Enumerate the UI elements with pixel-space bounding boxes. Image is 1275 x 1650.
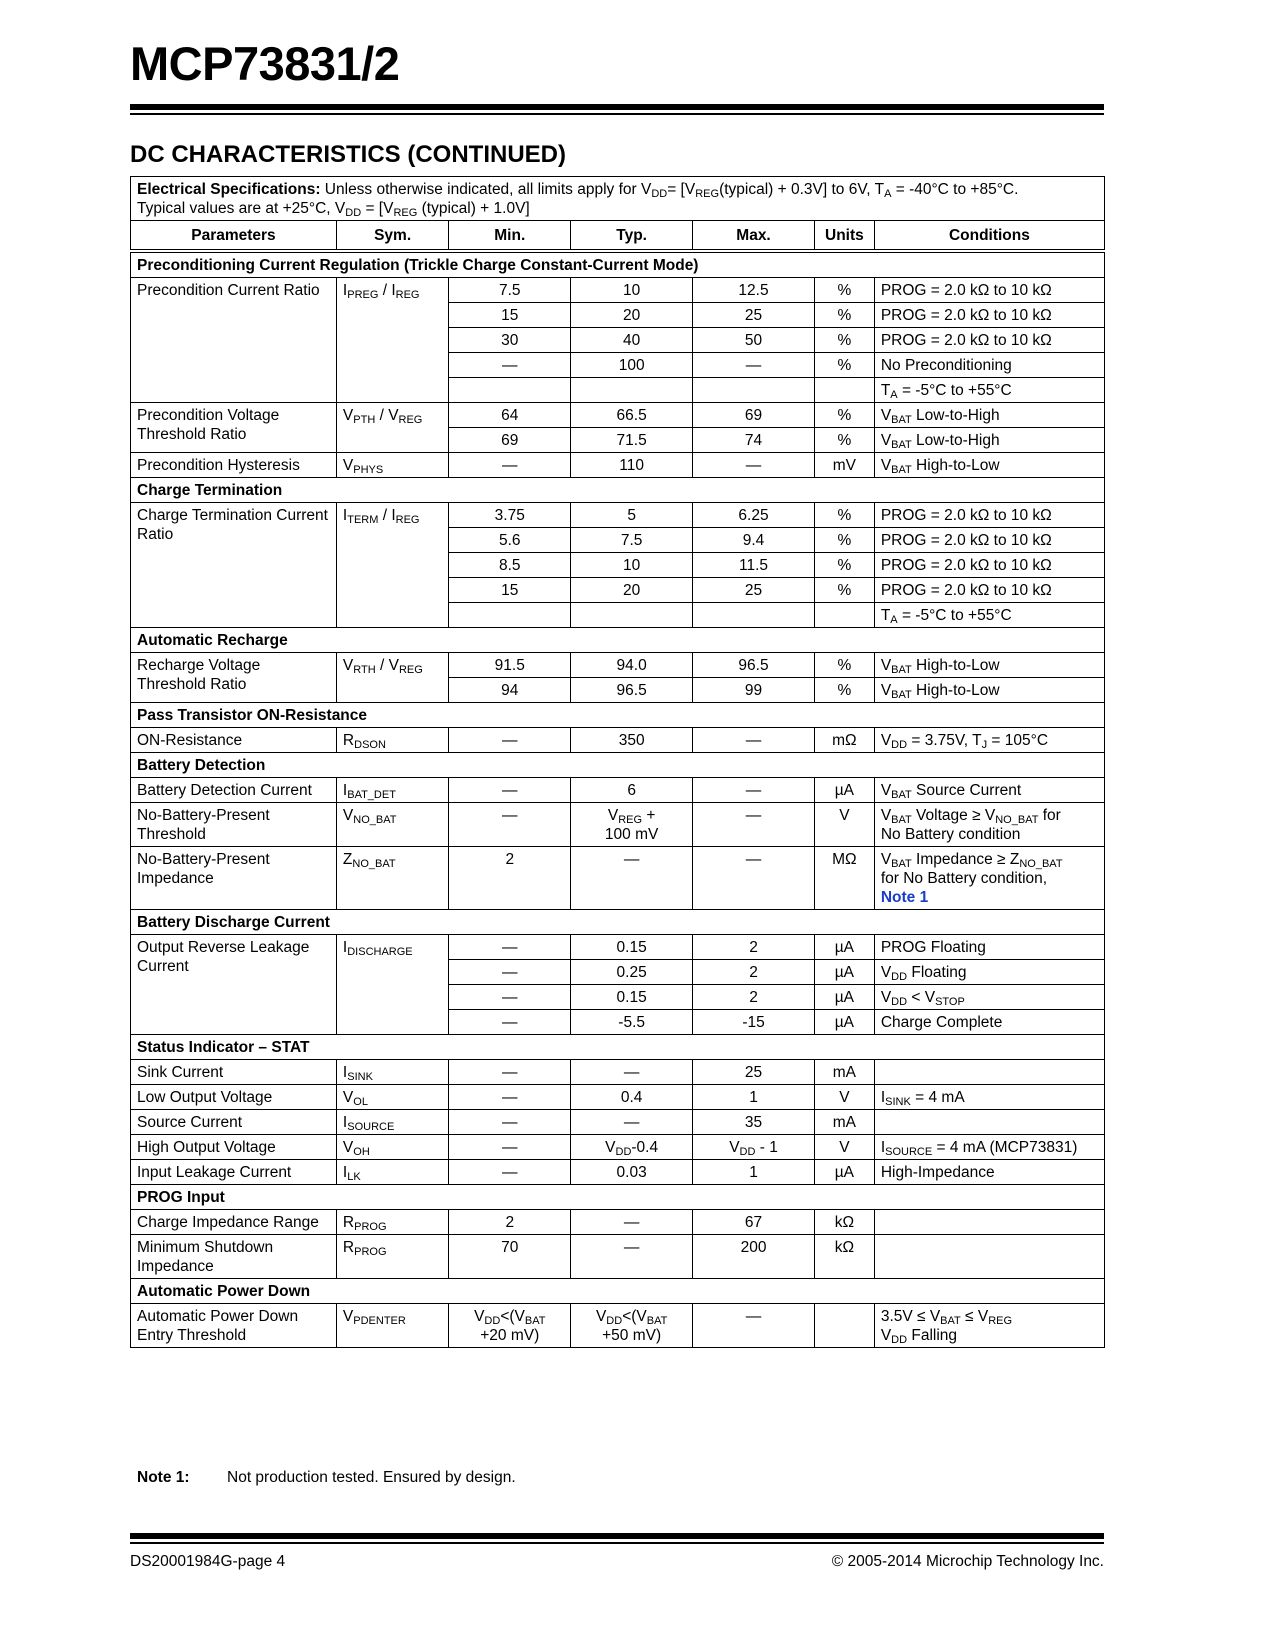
units-cell: µA [814,985,874,1010]
typ-cell: 10 [571,553,693,578]
units-cell: V [814,803,874,847]
typ-cell: 10 [571,278,693,303]
header-rule-thin [130,113,1104,115]
max-cell: 9.4 [693,528,815,553]
units-cell: µA [814,1160,874,1185]
sym-cell: $V_{PDENTER}$ [336,1304,448,1348]
cond-cell: $V_{BAT}$ Impedance ≥ $Z_{NO\_BAT}$ for No Battery condition, Note 1 [874,847,1104,910]
cond-cell: No Preconditioning [874,353,1104,378]
min-cell [449,378,571,403]
table-row [131,1304,1105,1348]
units-cell [814,1304,874,1348]
table-row [131,453,1105,478]
table-row [131,778,1105,803]
units-cell: µA [814,960,874,985]
sym-cell: $V_{RTH} / V_{REG}$ [336,653,448,703]
param-cell: Minimum Shutdown Impedance [131,1235,337,1279]
units-cell: % [814,678,874,703]
sym-cell: $I_{DISCHARGE}$ [336,935,448,1035]
cond-cell: PROG Floating [874,935,1104,960]
min-cell: — [449,935,571,960]
cond-cell: $V_{BAT}$ Source Current [874,778,1104,803]
param-cell: High Output Voltage [131,1135,337,1160]
table-row [131,653,1105,678]
cond-cell: $V_{BAT}$ Low-to-High [874,428,1104,453]
units-cell: kΩ [814,1235,874,1279]
param-cell: Precondition Current Ratio [131,278,337,403]
table-note [137,1469,516,1487]
param-cell: Source Current [131,1110,337,1135]
typ-cell: 110 [571,453,693,478]
max-cell: -15 [693,1010,815,1035]
section-row [131,478,1105,503]
max-cell: — [693,778,815,803]
units-cell [814,378,874,403]
max-cell: 12.5 [693,278,815,303]
typ-cell: 20 [571,578,693,603]
min-cell: — [449,1060,571,1085]
param-cell: Precondition Hysteresis [131,453,337,478]
sym-cell: $V_{OL}$ [336,1085,448,1110]
param-cell: Charge Termination Current Ratio [131,503,337,628]
footer-copyright: © 2005-2014 Microchip Technology Inc. [831,1553,1104,1570]
max-cell: 99 [693,678,815,703]
min-cell: 30 [449,328,571,353]
typ-cell: 100 [571,353,693,378]
max-cell: 67 [693,1210,815,1235]
cond-cell: $V_{DD} < V_{STOP}$ [874,985,1104,1010]
max-cell: — [693,847,815,910]
units-cell: % [814,328,874,353]
units-cell: % [814,353,874,378]
units-cell: % [814,578,874,603]
cond-cell: $V_{DD} = 3.75V$, $T_J = 105^\circ C$ [874,728,1104,753]
typ-cell: 0.25 [571,960,693,985]
table-row [131,1110,1105,1135]
units-cell: kΩ [814,1210,874,1235]
param-cell: Battery Detection Current [131,778,337,803]
table-row [131,1135,1105,1160]
max-cell: — [693,728,815,753]
max-cell: — [693,803,815,847]
typ-cell: 96.5 [571,678,693,703]
typ-cell: 0.4 [571,1085,693,1110]
units-cell: % [814,553,874,578]
min-cell: — [449,803,571,847]
section-label: Automatic Power Down [131,1279,1105,1304]
section-row [131,251,1105,278]
typ-cell: 40 [571,328,693,353]
min-cell: 2 [449,847,571,910]
table-row [131,935,1105,960]
section-label: Status Indicator – STAT [131,1035,1105,1060]
min-cell: — [449,353,571,378]
max-cell: 1 [693,1085,815,1110]
cond-cell: $V_{BAT}$ Voltage ≥ $V_{NO\_BAT}$ for No Battery condition [874,803,1104,847]
max-cell: 74 [693,428,815,453]
param-cell: Recharge Voltage Threshold Ratio [131,653,337,703]
param-cell: Automatic Power Down Entry Threshold [131,1304,337,1348]
table-row [131,403,1105,428]
param-cell: No-Battery-Present Impedance [131,847,337,910]
max-cell: 35 [693,1110,815,1135]
min-cell: $V_{DD}<(V_{BAT}$ +20 mV) [449,1304,571,1348]
max-cell: 6.25 [693,503,815,528]
min-cell: 3.75 [449,503,571,528]
max-cell [693,378,815,403]
typ-cell [571,378,693,403]
sym-cell: $I_{SINK}$ [336,1060,448,1085]
min-cell: 2 [449,1210,571,1235]
cond-cell: PROG = 2.0 kΩ to 10 kΩ [874,503,1104,528]
spec-row [131,177,1105,221]
max-cell: $V_{DD} - 1$ [693,1135,815,1160]
param-cell: No-Battery-Present Threshold [131,803,337,847]
section-row [131,1279,1105,1304]
typ-cell: 71.5 [571,428,693,453]
sym-cell: $V_{PTH} / V_{REG}$ [336,403,448,453]
section-row [131,628,1105,653]
table-row [131,728,1105,753]
sym-cell: $R_{DSON}$ [336,728,448,753]
min-cell [449,603,571,628]
section-label: Battery Discharge Current [131,910,1105,935]
cond-cell: $V_{BAT}$ High-to-Low [874,653,1104,678]
sym-cell: $I_{LK}$ [336,1160,448,1185]
col-sym: Sym. [336,221,448,252]
table-row [131,1085,1105,1110]
min-cell: — [449,1085,571,1110]
cond-cell: PROG = 2.0 kΩ to 10 kΩ [874,328,1104,353]
min-cell: — [449,960,571,985]
section-row [131,1035,1105,1060]
col-max: Max. [693,221,815,252]
typ-cell: 7.5 [571,528,693,553]
typ-cell: 6 [571,778,693,803]
units-cell: mA [814,1110,874,1135]
cond-cell: $T_A = -5^\circ C$ to +55°C [874,378,1104,403]
max-cell: 1 [693,1160,815,1185]
max-cell: 200 [693,1235,815,1279]
cond-cell [874,1210,1104,1235]
section-label: Automatic Recharge [131,628,1105,653]
param-cell: Output Reverse Leakage Current [131,935,337,1035]
section-row [131,753,1105,778]
param-cell: Low Output Voltage [131,1085,337,1110]
units-cell: µA [814,778,874,803]
cond-cell: $T_A = -5^\circ C$ to +55°C [874,603,1104,628]
typ-cell: 94.0 [571,653,693,678]
cond-cell: High-Impedance [874,1160,1104,1185]
sym-cell: $V_{OH}$ [336,1135,448,1160]
table-row [131,1235,1105,1279]
min-cell: — [449,985,571,1010]
min-cell: — [449,453,571,478]
typ-cell [571,603,693,628]
units-cell: % [814,403,874,428]
sym-cell: $I_{BAT\_DET}$ [336,778,448,803]
min-cell: 8.5 [449,553,571,578]
min-cell: 5.6 [449,528,571,553]
sym-cell: $V_{PHYS}$ [336,453,448,478]
units-cell: mV [814,453,874,478]
units-cell: µA [814,935,874,960]
cond-cell [874,1110,1104,1135]
typ-cell: $V_{DD}-0.4$ [571,1135,693,1160]
table-row [131,847,1105,910]
units-cell: V [814,1135,874,1160]
header-rule-thick [130,104,1104,110]
footer-rule-thick [130,1533,1104,1539]
section-label: Charge Termination [131,478,1105,503]
param-cell: Charge Impedance Range [131,1210,337,1235]
cond-cell: $V_{BAT}$ High-to-Low [874,453,1104,478]
section-row [131,703,1105,728]
table-row [131,278,1105,303]
cond-cell: $I_{SINK} = 4$ mA [874,1085,1104,1110]
typ-cell: -5.5 [571,1010,693,1035]
min-cell: 64 [449,403,571,428]
table-row [131,1160,1105,1185]
note-1-link[interactable]: Note 1 [880,889,929,906]
typ-cell: $V_{REG}$ + 100 mV [571,803,693,847]
typ-cell: — [571,847,693,910]
typ-cell: — [571,1210,693,1235]
cond-cell: $I_{SOURCE} = 4$ mA (MCP73831) [874,1135,1104,1160]
param-cell: ON-Resistance [131,728,337,753]
min-cell: — [449,1010,571,1035]
max-cell: 96.5 [693,653,815,678]
units-cell: % [814,528,874,553]
footer-doc-number: DS20001984G-page 4 [130,1553,286,1570]
col-parameters: Parameters [131,221,337,252]
max-cell: 50 [693,328,815,353]
units-cell: % [814,303,874,328]
min-cell: — [449,778,571,803]
min-cell: 91.5 [449,653,571,678]
sym-cell: $I_{SOURCE}$ [336,1110,448,1135]
sym-cell: $I_{PREG} / I_{REG}$ [336,278,448,403]
units-cell: % [814,278,874,303]
min-cell: 94 [449,678,571,703]
section-row [131,910,1105,935]
max-cell: 25 [693,578,815,603]
cond-cell: $3.5V \le V_{BAT} \le V_{REG}$ $V_{DD}$ Falling [874,1304,1104,1348]
units-cell: mΩ [814,728,874,753]
typ-cell: 66.5 [571,403,693,428]
units-cell: mA [814,1060,874,1085]
cond-cell: PROG = 2.0 kΩ to 10 kΩ [874,303,1104,328]
cond-cell: PROG = 2.0 kΩ to 10 kΩ [874,528,1104,553]
typ-cell: — [571,1235,693,1279]
min-cell: — [449,1160,571,1185]
footer-rule-thin [130,1542,1104,1544]
sym-cell: $V_{NO\_BAT}$ [336,803,448,847]
col-min: Min. [449,221,571,252]
sym-cell: $R_{PROG}$ [336,1235,448,1279]
max-cell: — [693,1304,815,1348]
electrical-specifications: Electrical Specifications: Unless otherwise indicated, all limits apply for $V_{DD}=$ $[V_{REG}(typical) + 0.3V]$ to 6V, $T_A = -40^\circ C$ to +85°C. Typical values are at +25°C, $V_{DD} = [V_{REG}$ (typical) + 1.0V] [131,177,1105,221]
column-header-row [131,221,1105,252]
table-row [131,803,1105,847]
typ-cell: — [571,1060,693,1085]
typ-cell: 0.15 [571,985,693,1010]
min-cell: 7.5 [449,278,571,303]
section-label: Battery Detection [131,753,1105,778]
param-cell: Sink Current [131,1060,337,1085]
units-cell: % [814,653,874,678]
note-label: Note 1: [137,1469,190,1486]
min-cell: 15 [449,303,571,328]
section-title: DC CHARACTERISTICS (CONTINUED) [130,141,566,168]
param-cell: Input Leakage Current [131,1160,337,1185]
cond-cell [874,1060,1104,1085]
table-row [131,1210,1105,1235]
cond-cell: Charge Complete [874,1010,1104,1035]
typ-cell: 5 [571,503,693,528]
section-label: Preconditioning Current Regulation (Trickle Charge Constant-Current Mode) [131,251,1105,278]
units-cell: % [814,503,874,528]
max-cell: 2 [693,985,815,1010]
typ-cell: 0.15 [571,935,693,960]
max-cell: 11.5 [693,553,815,578]
max-cell: 69 [693,403,815,428]
max-cell: 25 [693,1060,815,1085]
max-cell: 2 [693,960,815,985]
section-label: Pass Transistor ON-Resistance [131,703,1105,728]
min-cell: 70 [449,1235,571,1279]
max-cell [693,603,815,628]
table-row [131,1060,1105,1085]
units-cell: % [814,428,874,453]
dc-characteristics-table [130,176,1105,1348]
cond-cell: PROG = 2.0 kΩ to 10 kΩ [874,553,1104,578]
min-cell: 15 [449,578,571,603]
cond-cell: $V_{BAT}$ High-to-Low [874,678,1104,703]
sym-cell: $R_{PROG}$ [336,1210,448,1235]
min-cell: 69 [449,428,571,453]
cond-cell [874,1235,1104,1279]
min-cell: — [449,728,571,753]
typ-cell: 0.03 [571,1160,693,1185]
document-title: MCP73831/2 [130,37,400,90]
note-text: Not production tested. Ensured by design. [227,1469,516,1486]
units-cell: MΩ [814,847,874,910]
min-cell: — [449,1135,571,1160]
sym-cell: $I_{TERM} / I_{REG}$ [336,503,448,628]
max-cell: — [693,353,815,378]
cond-cell: $V_{DD}$ Floating [874,960,1104,985]
units-cell [814,603,874,628]
col-typ: Typ. [571,221,693,252]
typ-cell: $V_{DD}<(V_{BAT}$ +50 mV) [571,1304,693,1348]
table-row [131,503,1105,528]
section-label: PROG Input [131,1185,1105,1210]
units-cell: V [814,1085,874,1110]
col-conditions: Conditions [874,221,1104,252]
typ-cell: 350 [571,728,693,753]
section-row [131,1185,1105,1210]
max-cell: 2 [693,935,815,960]
col-units: Units [814,221,874,252]
max-cell: — [693,453,815,478]
sym-cell: $Z_{NO\_BAT}$ [336,847,448,910]
max-cell: 25 [693,303,815,328]
cond-cell: $V_{BAT}$ Low-to-High [874,403,1104,428]
typ-cell: — [571,1110,693,1135]
min-cell: — [449,1110,571,1135]
cond-cell: PROG = 2.0 kΩ to 10 kΩ [874,278,1104,303]
param-cell: Precondition Voltage Threshold Ratio [131,403,337,453]
cond-cell: PROG = 2.0 kΩ to 10 kΩ [874,578,1104,603]
units-cell: µA [814,1010,874,1035]
typ-cell: 20 [571,303,693,328]
